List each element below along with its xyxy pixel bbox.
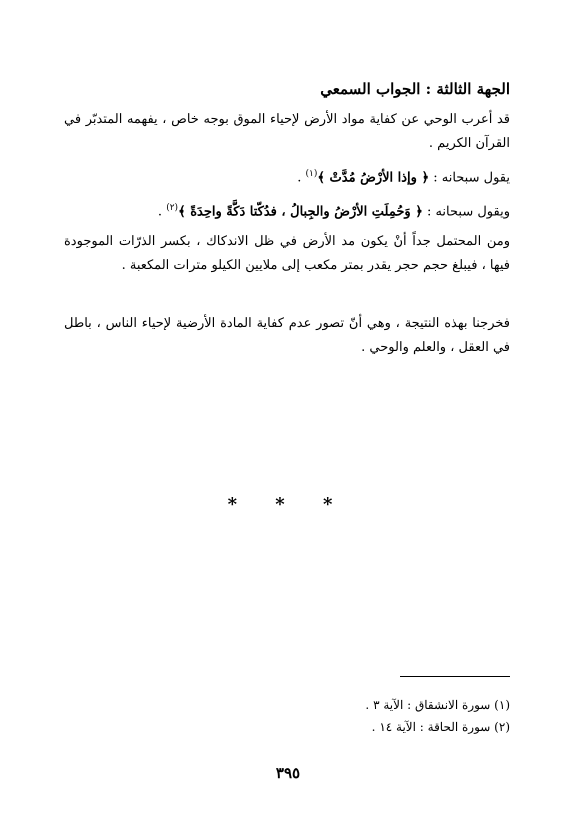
footnote-2: (٢) سورة الحاقة : الآية ١٤ . bbox=[371, 720, 510, 734]
verse-intro: يقول سبحانه : bbox=[433, 170, 510, 186]
quran-verse: ﴿ وإذا الأرْضُ مُدَّتْ ﴾ bbox=[317, 170, 430, 186]
footnote-marker: (٢) bbox=[166, 203, 179, 213]
quran-verse: ﴿ وَحُمِلَتِ الأرْضُ والجِبالُ ، فدُكّتا دَكَّةً واحِدَةً ﴾ bbox=[178, 204, 423, 220]
paragraph-4: ومن المحتمل جداً أنْ يكون مد الأرض في ظل الاندكاك ، بكسر الذرّات الموجودة فيها ، فيبلغ حجم حجر يقدر بمتر مكعب إلى ملايين الكيلو مترات المكعبة . bbox=[64, 234, 510, 273]
paragraph-verse-2 bbox=[64, 196, 510, 224]
paragraph-5: فخرجنا بهذه النتيجة ، وهي أنّ تصور عدم كفاية المادة الأرضية لإحياء الناس ، باطل في العقل ، والعلم والوحي . bbox=[64, 316, 510, 355]
verse-end: . bbox=[297, 170, 306, 186]
paragraph-1: قد أعرب الوحي عن كفاية مواد الأرض لإحياء الموق بوجه خاص ، يفهمه المتدبّر في القرآن الكريم . bbox=[64, 112, 510, 151]
section-separator: * * * bbox=[227, 494, 349, 515]
footnote-rule bbox=[400, 676, 510, 677]
section-heading: الجهة الثالثة : الجواب السمعي bbox=[320, 80, 510, 98]
footnote-marker: (١) bbox=[305, 169, 318, 179]
verse-intro: ويقول سبحانه : bbox=[426, 204, 510, 220]
page-number: ٣٩٥ bbox=[275, 764, 301, 782]
verse-end: . bbox=[157, 204, 167, 220]
paragraph-verse-1 bbox=[64, 162, 510, 190]
footnote-1: (١) سورة الانشقاق : الآية ٣ . bbox=[365, 698, 510, 712]
